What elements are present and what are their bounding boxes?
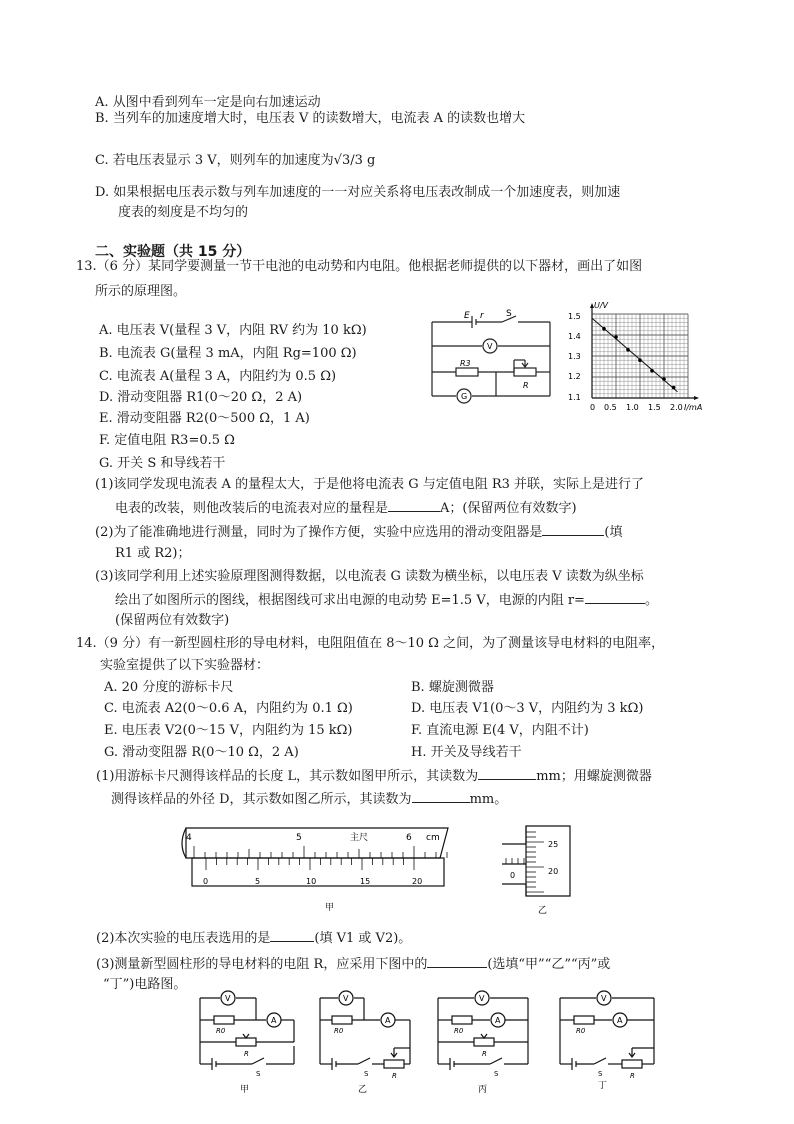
svg-text:V: V: [343, 994, 349, 1003]
data-point: [650, 369, 654, 373]
circuit-yi: [310, 988, 420, 1100]
q13-item-b: B. 电流表 G(量程 3 mA，内阻 Rg=100 Ω): [99, 346, 357, 361]
y-tick-1-2: 1.2: [568, 372, 581, 381]
thimble-tick-20: 20: [548, 867, 559, 876]
svg-text:R0: R0: [454, 1027, 464, 1035]
data-point: [626, 348, 630, 352]
q14-item-b: B. 螺旋测微器: [411, 680, 494, 695]
label-r3: R3: [460, 359, 471, 368]
vernier-tick-15: 15: [360, 877, 371, 886]
label-rheostat: R: [523, 381, 529, 390]
q14-item-g: G. 滑动变阻器 R(0～10 Ω，2 A): [104, 745, 299, 760]
x-tick-1-0: 1.0: [626, 403, 639, 412]
ui-graph: [566, 300, 706, 418]
svg-text:R: R: [482, 1050, 487, 1058]
q14-part2: (2)本次实验的电压表选用的是 (填 V1 或 V2)。: [96, 928, 411, 948]
vernier-tick-5: 5: [255, 877, 261, 886]
y-tick-1-1: 1.1: [568, 393, 581, 402]
label-e: E: [464, 311, 470, 321]
answer-blank-length[interactable]: [478, 766, 536, 780]
svg-text:S: S: [598, 1070, 603, 1078]
answer-blank-circuit[interactable]: [427, 954, 487, 968]
vernier-caliper-figure: [172, 822, 456, 918]
vernier-tick-10: 10: [306, 877, 317, 886]
q13-part2-cont: R1 或 R2)；: [115, 546, 191, 561]
x-tick-1-5: 1.5: [648, 403, 661, 412]
svg-text:A: A: [495, 1016, 501, 1025]
y-axis-label: U/V: [594, 301, 609, 310]
label-s: S: [506, 309, 512, 319]
svg-text:A: A: [385, 1016, 391, 1025]
q13-part1: (1)该同学发现电流表 A 的量程太大，于是他将电流表 G 与定值电阻 R3 并联，实际上是进行了: [95, 477, 645, 492]
q13-stem-cont: 所示的原理图。: [95, 284, 187, 299]
circuit-caption-ding: 丁: [598, 1081, 608, 1091]
q13-item-g: G. 开关 S 和导线若干: [99, 456, 226, 471]
x-tick-0-5: 0.5: [604, 403, 617, 412]
main-tick-6: 6: [406, 833, 412, 843]
svg-text:R: R: [630, 1072, 635, 1080]
q13-part2: (2)为了能准确地进行测量，同时为了操作方便，实验中应选用的滑动变阻器是 (填: [95, 522, 623, 542]
q13-part3-cont: 绘出了如图所示的图线，根据图线可求出电源的电动势 E=1.5 V，电源的内阻 r= 。: [115, 590, 658, 610]
y-tick-1-3: 1.3: [568, 352, 581, 361]
svg-text:A: A: [271, 1016, 277, 1025]
q14-item-h: H. 开关及导线若干: [411, 745, 522, 760]
y-tick-1-5: 1.5: [568, 312, 581, 321]
q12-option-d-cont: 度表的刻度是不均匀的: [118, 205, 249, 220]
circuit-ding: [546, 988, 662, 1100]
answer-blank-range[interactable]: [388, 498, 440, 512]
q12-option-b: B. 当列车的加速度增大时，电压表 V 的读数增大，电流表 A 的读数也增大: [95, 111, 526, 126]
q14-part3: (3)测量新型圆柱形的导电材料的电阻 R，应采用下图中的 (选填“甲”“乙”“丙”或: [96, 954, 610, 974]
figure-caption-jia: 甲: [325, 903, 335, 913]
svg-text:S: S: [256, 1070, 261, 1078]
circuit-caption-jia: 甲: [240, 1085, 250, 1095]
label-r-internal: r: [480, 311, 484, 321]
vernier-tick-0: 0: [203, 877, 209, 886]
answer-blank-diameter[interactable]: [412, 789, 470, 803]
svg-text:V: V: [479, 994, 485, 1003]
q13-stem: 13.（6 分）某同学要测量一节干电池的电动势和内电阻。他根据老师提供的以下器材，画出了如图: [76, 259, 643, 274]
q12-option-c: C. 若电压表显示 3 V，则列车的加速度为√3/3 g: [95, 153, 376, 168]
sleeve-zero: 0: [510, 871, 516, 880]
circuit-jia: [190, 988, 300, 1100]
svg-text:R: R: [244, 1050, 249, 1058]
answer-blank-resistance[interactable]: [585, 590, 645, 604]
svg-text:S: S: [494, 1070, 499, 1078]
q13-item-f: F. 定值电阻 R3=0.5 Ω: [99, 433, 235, 448]
unit-label: cm: [426, 833, 440, 843]
data-point: [602, 327, 606, 331]
section-title: 二、实验题（共 15 分）: [95, 244, 251, 260]
circuit-bing: [428, 988, 538, 1100]
main-scale-label: 主尺: [350, 833, 369, 843]
q13-circuit-diagram: [428, 308, 556, 412]
main-tick-5: 5: [296, 833, 302, 843]
data-point: [638, 358, 642, 362]
galvanometer-label: G: [461, 392, 468, 401]
q13-part1-cont: 电表的改装，则他改装后的电流表对应的量程是 A；(保留两位有效数字): [115, 498, 577, 518]
q14-part1-cont: 测得该样品的外径 D，其示数如图乙所示，其读数为 mm。: [111, 789, 507, 809]
q14-item-a: A. 20 分度的游标卡尺: [104, 680, 234, 695]
x-axis-arrow: [694, 396, 699, 400]
q14-item-e: E. 电压表 V2(0～15 V，内阻约为 15 kΩ): [104, 723, 353, 738]
data-point: [672, 386, 676, 390]
q13-item-c: C. 电流表 A(量程 3 A，内阻约为 0.5 Ω): [99, 369, 337, 384]
q12-option-d: D. 如果根据电压表示数与列车加速度的一一对应关系将电压表改制成一个加速度表，则加速: [95, 185, 621, 200]
q14-stem: 14.（9 分）有一新型圆柱形的导电材料，电阻阻值在 8～10 Ω 之间，为了测量该导电材料的电阻率，: [76, 636, 665, 651]
q14-item-d: D. 电压表 V1(0～3 V，内阻约为 3 kΩ): [411, 701, 644, 716]
x-tick-0: 0: [590, 403, 596, 412]
svg-text:S: S: [364, 1070, 369, 1078]
q13-item-d: D. 滑动变阻器 R1(0～20 Ω，2 A): [99, 390, 303, 405]
vernier-scale-body: [192, 858, 444, 886]
q14-stem-cont: 实验室提供了以下实验器材：: [100, 658, 270, 673]
circuit-caption-yi: 乙: [358, 1085, 368, 1095]
x-tick-2-0: 2.0: [670, 403, 683, 412]
q12-option-a: A. 从图中看到列车一定是向右加速运动: [95, 95, 321, 110]
vernier-tick-20: 20: [412, 877, 423, 886]
svg-text:R: R: [392, 1072, 397, 1080]
micrometer-figure: [496, 818, 586, 918]
q14-part1: (1)用游标卡尺测得该样品的长度 L，其示数如图甲所示，其读数为 mm；用螺旋测微器: [96, 766, 652, 786]
figure-caption-yi: 乙: [538, 906, 548, 916]
thimble-tick-25: 25: [548, 840, 559, 849]
q13-item-e: E. 滑动变阻器 R2(0～500 Ω，1 A): [99, 411, 310, 426]
q14-item-c: C. 电流表 A2(0～0.6 A，内阻约为 0.1 Ω): [104, 701, 353, 716]
y-tick-1-4: 1.4: [568, 332, 581, 341]
data-point: [662, 377, 666, 381]
svg-text:A: A: [617, 1016, 623, 1025]
answer-blank-voltmeter[interactable]: [270, 928, 314, 942]
voltmeter-label: V: [487, 342, 493, 351]
q13-part3-note: (保留两位有效数字): [115, 613, 230, 628]
x-axis-label: I/mA: [684, 403, 703, 412]
main-tick-4: 4: [186, 833, 192, 843]
q14-part3-cont: “丁”)电路图。: [103, 977, 187, 992]
svg-text:V: V: [601, 994, 607, 1003]
svg-text:R0: R0: [334, 1027, 344, 1035]
graph-grid: [592, 314, 688, 398]
data-point: [614, 335, 618, 339]
answer-blank-rheostat[interactable]: [542, 522, 604, 536]
circuit-caption-bing: 丙: [478, 1085, 488, 1095]
q13-item-a: A. 电压表 V(量程 3 V，内阻 RV 约为 10 kΩ): [99, 323, 367, 338]
svg-text:V: V: [225, 994, 231, 1003]
q13-part3: (3)该同学利用上述实验原理图测得数据，以电流表 G 读数为横坐标，以电压表 V 读数为纵坐标: [95, 569, 644, 584]
svg-text:R0: R0: [576, 1027, 586, 1035]
svg-text:R0: R0: [216, 1027, 226, 1035]
q14-item-f: F. 直流电源 E(4 V，内阻不计): [411, 723, 589, 738]
